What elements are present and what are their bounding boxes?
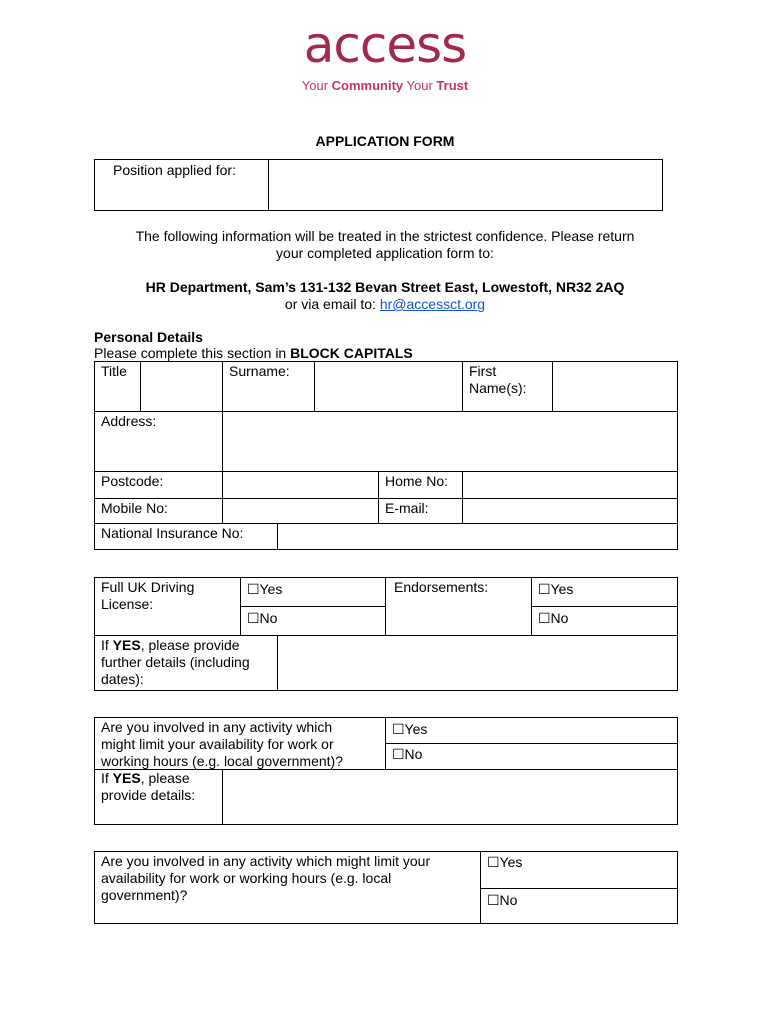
address-input[interactable] bbox=[222, 411, 678, 472]
logo-word: access bbox=[303, 16, 467, 74]
form-title: APPLICATION FORM bbox=[315, 133, 455, 149]
surname-input[interactable] bbox=[314, 361, 463, 412]
position-input[interactable] bbox=[268, 159, 663, 211]
driving-details-label: If YES, please provide further details (including dates): bbox=[94, 635, 278, 691]
driving-no-checkbox[interactable]: ☐No bbox=[240, 606, 386, 636]
surname-label: Surname: bbox=[222, 361, 315, 412]
activity1-details-label: If YES, please provide details: bbox=[94, 769, 223, 825]
email-label: E-mail: bbox=[378, 498, 463, 524]
block-capitals-instruction: Please complete this section in BLOCK CAPITALS bbox=[94, 345, 413, 361]
personal-details-heading: Personal Details bbox=[94, 329, 203, 345]
activity1-details-input[interactable] bbox=[222, 769, 678, 825]
position-label: Position applied for: bbox=[94, 159, 269, 211]
title-input[interactable] bbox=[140, 361, 223, 412]
mobile-label: Mobile No: bbox=[94, 498, 223, 524]
logo-tagline: Your Community Your Trust bbox=[301, 78, 469, 93]
driving-yes-checkbox[interactable]: ☐Yes bbox=[240, 577, 386, 607]
postcode-label: Postcode: bbox=[94, 471, 223, 499]
email-line: or via email to: hr@accessct.org bbox=[284, 296, 486, 312]
logo bbox=[0, 16, 770, 74]
ni-label: National Insurance No: bbox=[94, 523, 278, 550]
mobile-input[interactable] bbox=[222, 498, 379, 524]
first-name-label: First Name(s): bbox=[462, 361, 553, 412]
home-no-label: Home No: bbox=[378, 471, 463, 499]
activity1-yes-checkbox[interactable]: ☐Yes bbox=[385, 717, 678, 744]
endorsements-label: Endorsements: bbox=[385, 577, 532, 636]
hr-email-link[interactable]: hr@accessct.org bbox=[379, 296, 486, 312]
activity-question-2: Are you involved in any activity which might limit your availability for work or working hours (e.g. local government)? bbox=[94, 851, 481, 924]
intro-line-1: The following information will be treated in the strictest confidence. Please return bbox=[135, 228, 635, 244]
intro-line-2: your completed application form to: bbox=[276, 245, 494, 261]
activity1-no-checkbox[interactable]: ☐No bbox=[385, 743, 678, 770]
driving-details-input[interactable] bbox=[277, 635, 678, 691]
first-name-input[interactable] bbox=[552, 361, 678, 412]
activity2-no-checkbox[interactable]: ☐No bbox=[480, 888, 678, 924]
home-no-input[interactable] bbox=[462, 471, 678, 499]
driving-license-label: Full UK Driving License: bbox=[94, 577, 241, 636]
postcode-input[interactable] bbox=[222, 471, 379, 499]
activity2-yes-checkbox[interactable]: ☐Yes bbox=[480, 851, 678, 889]
title-label: Title bbox=[94, 361, 141, 412]
endorsements-yes-checkbox[interactable]: ☐Yes bbox=[531, 577, 678, 607]
activity-question-1: Are you involved in any activity which might limit your availability for work or working hours (e.g. local government)? bbox=[94, 717, 386, 770]
email-input[interactable] bbox=[462, 498, 678, 524]
ni-input[interactable] bbox=[277, 523, 678, 550]
endorsements-no-checkbox[interactable]: ☐No bbox=[531, 606, 678, 636]
hr-address: HR Department, Sam’s 131-132 Bevan Street East, Lowestoft, NR32 2AQ bbox=[145, 279, 625, 295]
address-label: Address: bbox=[94, 411, 223, 472]
